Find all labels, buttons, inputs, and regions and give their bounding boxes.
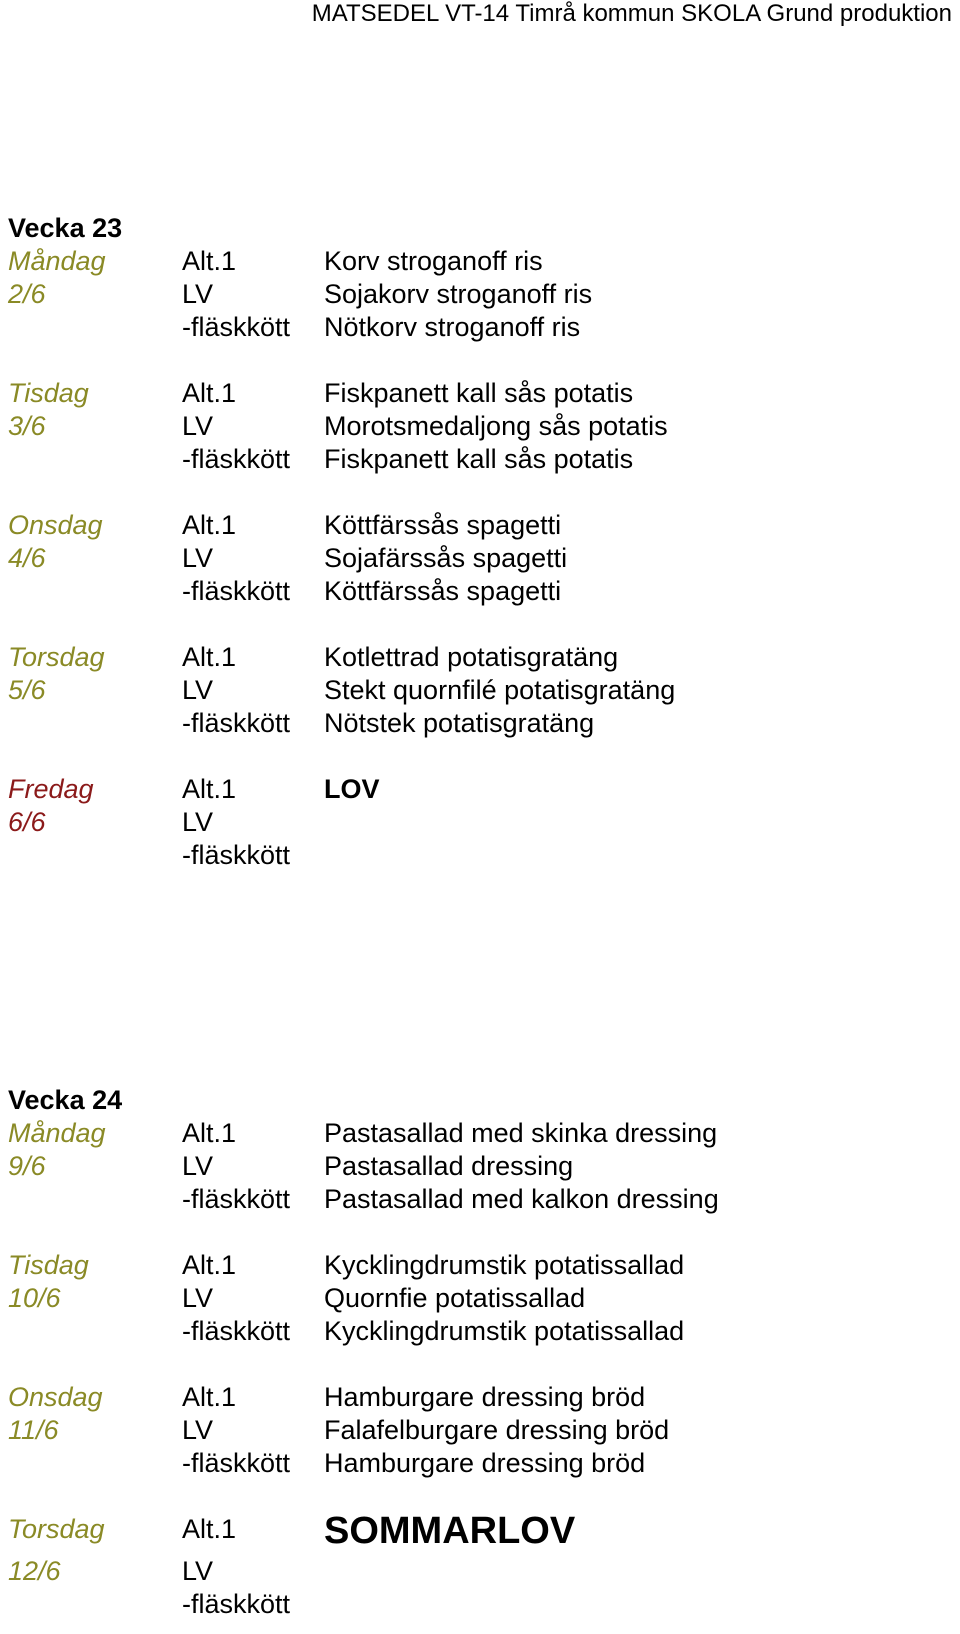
holiday-label: SOMMARLOV — [324, 1510, 576, 1552]
alt1-label: Alt.1 — [182, 246, 237, 276]
day-date: 9/6 — [8, 1151, 46, 1181]
lv-label: LV — [182, 1415, 214, 1445]
alt1-dish: Köttfärssås spagetti — [324, 510, 562, 540]
alt1-label: Alt.1 — [182, 1118, 237, 1148]
alt1-dish: Korv stroganoff ris — [324, 246, 543, 276]
day-thursday — [8, 1510, 948, 1621]
pork-free-dish: Fiskpanett kall sås potatis — [324, 444, 634, 474]
lv-label: LV — [182, 1283, 214, 1313]
alt1-dish: Kotlettrad potatisgratäng — [324, 642, 619, 672]
day-name: Måndag — [8, 1118, 106, 1148]
day-monday — [8, 1117, 948, 1216]
pork-free-label: -fläskkött — [182, 1184, 291, 1214]
day-date: 3/6 — [8, 411, 46, 441]
week-title: Vecka 24 — [8, 1085, 123, 1115]
alt1-dish: Hamburgare dressing bröd — [324, 1382, 646, 1412]
week-title: Vecka 23 — [8, 213, 123, 243]
day-name: Torsdag — [8, 642, 105, 672]
week-24 — [8, 1084, 948, 1621]
pork-free-label: -fläskkött — [182, 444, 291, 474]
day-name: Tisdag — [8, 378, 89, 408]
day-name: Tisdag — [8, 1250, 89, 1280]
alt1-label: Alt.1 — [182, 1382, 237, 1412]
day-name: Måndag — [8, 246, 106, 276]
alt1-label: Alt.1 — [182, 510, 237, 540]
day-date: 5/6 — [8, 675, 46, 705]
day-date: 2/6 — [8, 279, 46, 309]
day-name: Fredag — [8, 774, 94, 804]
lv-dish: Falafelburgare dressing bröd — [324, 1415, 670, 1445]
lv-label: LV — [182, 675, 214, 705]
pork-free-label: -fläskkött — [182, 840, 291, 870]
lv-dish: Pastasallad dressing — [324, 1151, 574, 1181]
lv-dish: Sojafärssås spagetti — [324, 543, 568, 573]
lv-dish: Stekt quornfilé potatisgratäng — [324, 675, 676, 705]
day-date: 11/6 — [8, 1415, 59, 1445]
lv-label: LV — [182, 1556, 214, 1586]
document-header: MATSEDEL VT-14 Timrå kommun SKOLA Grund produktion — [311, 0, 952, 27]
alt1-dish: Fiskpanett kall sås potatis — [324, 378, 634, 408]
pork-free-dish: Hamburgare dressing bröd — [324, 1448, 646, 1478]
day-thursday — [8, 641, 948, 740]
pork-free-label: -fläskkött — [182, 312, 291, 342]
day-date: 12/6 — [8, 1556, 61, 1586]
day-friday — [8, 773, 948, 872]
lv-label: LV — [182, 807, 214, 837]
pork-free-label: -fläskkött — [182, 1589, 291, 1619]
day-name: Onsdag — [8, 1382, 103, 1412]
alt1-label: Alt.1 — [182, 1514, 237, 1544]
day-name: Onsdag — [8, 510, 103, 540]
pork-free-dish: Kycklingdrumstik potatissallad — [324, 1316, 685, 1346]
holiday-label: LOV — [324, 774, 380, 804]
pork-free-label: -fläskkött — [182, 1448, 291, 1478]
alt1-label: Alt.1 — [182, 642, 237, 672]
pork-free-label: -fläskkött — [182, 708, 291, 738]
pork-free-dish: Nötkorv stroganoff ris — [324, 312, 581, 342]
lv-dish: Quornfie potatissallad — [324, 1283, 586, 1313]
day-date: 4/6 — [8, 543, 46, 573]
lv-label: LV — [182, 279, 214, 309]
day-wednesday — [8, 509, 948, 608]
lv-label: LV — [182, 543, 214, 573]
day-tuesday — [8, 377, 948, 476]
lv-label: LV — [182, 411, 214, 441]
pork-free-label: -fläskkött — [182, 1316, 291, 1346]
pork-free-label: -fläskkött — [182, 576, 291, 606]
lv-dish: Morotsmedaljong sås potatis — [324, 411, 668, 441]
day-name: Torsdag — [8, 1514, 105, 1544]
alt1-label: Alt.1 — [182, 1250, 237, 1280]
week-23 — [8, 212, 948, 872]
pork-free-dish: Köttfärssås spagetti — [324, 576, 562, 606]
day-monday — [8, 245, 948, 344]
alt1-label: Alt.1 — [182, 378, 237, 408]
alt1-dish: Kycklingdrumstik potatissallad — [324, 1250, 685, 1280]
alt1-label: Alt.1 — [182, 774, 237, 804]
alt1-dish: Pastasallad med skinka dressing — [324, 1118, 718, 1148]
lv-dish: Sojakorv stroganoff ris — [324, 279, 593, 309]
pork-free-dish: Nötstek potatisgratäng — [324, 708, 595, 738]
day-date: 10/6 — [8, 1283, 61, 1313]
lv-label: LV — [182, 1151, 214, 1181]
pork-free-dish: Pastasallad med kalkon dressing — [324, 1184, 719, 1214]
day-date: 6/6 — [8, 807, 46, 837]
day-wednesday — [8, 1381, 948, 1480]
day-tuesday — [8, 1249, 948, 1348]
